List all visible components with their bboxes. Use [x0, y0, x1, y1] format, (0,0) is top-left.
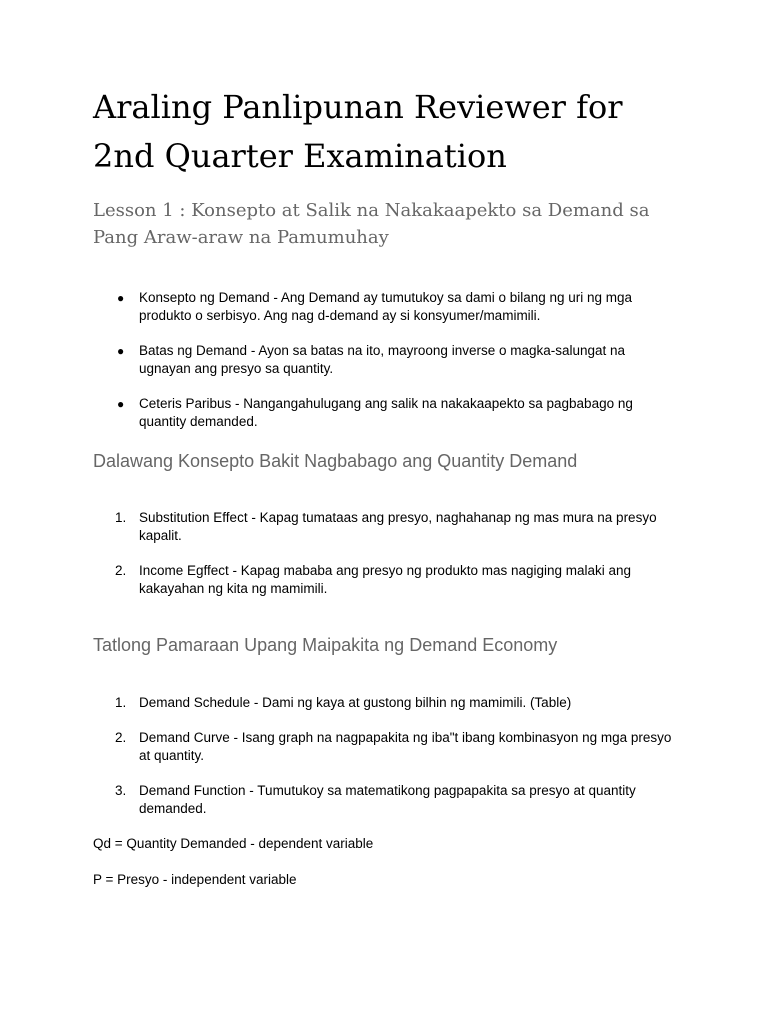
bullet-icon: ● — [117, 291, 125, 305]
section-heading-demand-economy: Tatlong Pamaraan Upang Maipakita ng Demand Economy — [93, 635, 558, 655]
list-item — [93, 562, 673, 598]
list-item-text: Demand Function - Tumutukoy sa matematikong pagpapakita sa presyo at quantity demanded. — [139, 783, 636, 816]
quantity-demand-numbered-list — [93, 509, 673, 615]
list-item — [93, 342, 673, 378]
document-title: Araling Panlipunan Reviewer for 2nd Quarter Examination — [93, 88, 623, 175]
demand-economy-numbered-list — [93, 694, 673, 835]
list-item — [93, 395, 673, 431]
list-item — [93, 729, 673, 765]
list-item-text: Demand Curve - Isang graph na nagpapakita ng iba"t ibang kombinasyon ng mga presyo at quantity. — [139, 730, 672, 763]
list-item — [93, 694, 673, 712]
list-number: 1. — [115, 695, 127, 710]
list-number: 1. — [115, 510, 127, 525]
definition-p: P = Presyo - independent variable — [93, 872, 297, 887]
list-number: 3. — [115, 783, 127, 798]
list-item-text: Ceteris Paribus - Nangangahulugang ang salik na nakakaapekto sa pagbabago ng quantity demanded. — [139, 396, 633, 429]
list-item-text: Batas ng Demand - Ayon sa batas na ito, mayroong inverse o magka-salungat na ugnayan ang presyo sa quantity. — [139, 343, 626, 376]
list-item-text: Substitution Effect - Kapag tumataas ang presyo, naghahanap ng mas mura na presyo kapalit. — [139, 510, 657, 543]
list-number: 2. — [115, 563, 127, 578]
definition-qd: Qd = Quantity Demanded - dependent variable — [93, 836, 374, 851]
lesson-subtitle: Lesson 1 : Konsepto at Salik na Nakakaapekto sa Demand sa Pang Araw-araw na Pamumuhay — [93, 200, 650, 248]
bullet-icon: ● — [117, 397, 125, 411]
list-item — [93, 782, 673, 818]
list-item-text: Konsepto ng Demand - Ang Demand ay tumutukoy sa dami o bilang ng uri ng mga produkto o serbisyo. Ang nag d-demand ay si konsyumer/mamimili. — [139, 290, 633, 323]
list-item — [93, 509, 673, 545]
list-number: 2. — [115, 730, 127, 745]
section-heading-quantity-demand: Dalawang Konsepto Bakit Nagbabago ang Quantity Demand — [93, 451, 578, 471]
concept-bullet-list — [93, 289, 673, 448]
list-item-text: Income Egffect - Kapag mababa ang presyo ng produkto mas nagiging malaki ang kakayahan ng kita ng mamimili. — [139, 563, 632, 596]
list-item-text: Demand Schedule - Dami ng kaya at gustong bilhin ng mamimili. (Table) — [139, 695, 572, 710]
list-item — [93, 289, 673, 325]
bullet-icon: ● — [117, 344, 125, 358]
